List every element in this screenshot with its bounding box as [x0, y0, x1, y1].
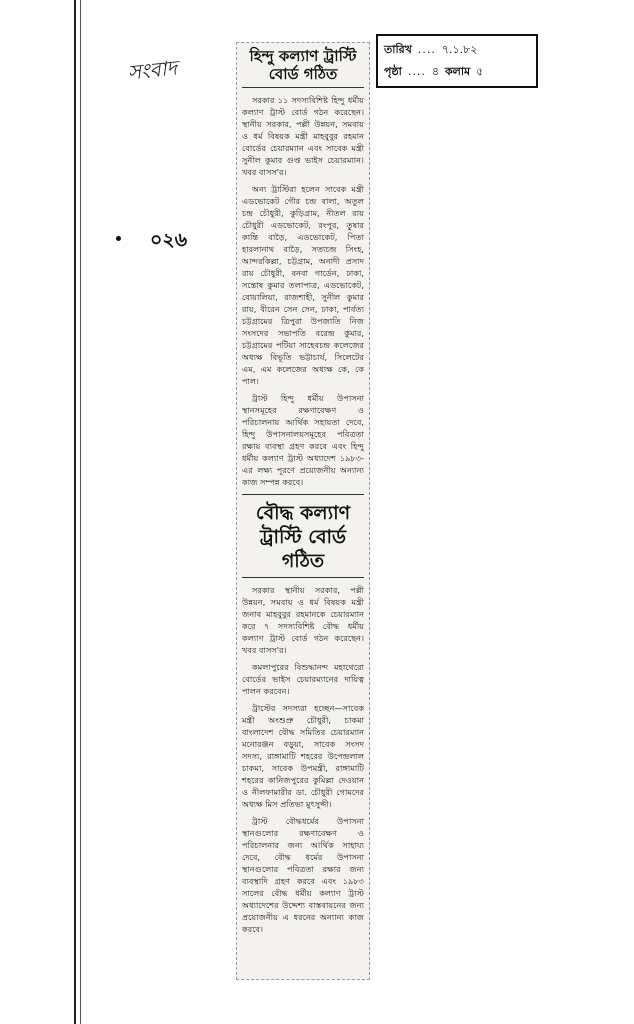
bullet-dot	[116, 236, 121, 241]
article1-paragraph: সরকার ১১ সদস্যবিশিষ্ট হিন্দু ধর্মীয় কল্যাণ ট্রাস্ট বোর্ড গঠন করেছেন। স্থানীয় সরকার, পল্লী উন্নয়ন, সমবায় ও ধর্ম বিষয়ক মন্ত্রী মাহবুবুর রহমান বোর্ডের চেয়ারম্যান এবং সাবেক মন্ত্রী সুনীল কুমার গুপ্ত ভাইস চেয়ারম্যান। খবর বাসস'র।	[242, 95, 364, 177]
article2-paragraph: কমলাপুরের বিশুদ্ধানন্দ মহাথেরো বোর্ডের ভাইস চেয়ারম্যানের দায়িত্ব পালন করবেন।	[242, 662, 364, 696]
margin-rule-inner	[80, 0, 81, 1024]
article1-paragraph: অন্য ট্রাস্টিরা হলেন সাবেক মন্ত্রী এডভোকেট গৌর চন্দ্র বালা, অতুল চন্দ্র চৌধুরী, কুড়িগ্রাম, নীতল রায় চৌধুরী এডভোকেট, রংপুর, তুষার কান্তি বাড়ৈ, এডভোকেট, পিতা হারলানাথ বাড়ৈ, সত্যচন্দ্র সিংহ, আন্দরকিল্লা, চট্টগ্রাম, অনাদী প্রসাদ রায় চৌধুরী, বনবা গার্ডেন, ঢাকা, সন্তোষ কুমার তলাপাত্র, এডভোকেট, বোয়ালিয়া, রাজশাহী, সুনীল কুমার রায়, বীরেন সেন সেন, ঢাকা, পার্বত্য চট্টগ্রামের ত্রিপুরা উপজাতি নিজ সংসদের সভাপতি বরেন্দ্র কুমার, চট্টগ্রামের পটিয়া সাহেবচন্দ্র কলেজের অধ্যক্ষ বিভূতি ভট্টাচার্য, সিলেটের এম, এম কলেজের অধ্যক্ষ কে, কে পাল।	[242, 184, 364, 386]
stamp-column-label: কলাম	[444, 65, 471, 78]
handwritten-margin-note: সংবাদ	[126, 55, 179, 85]
stamp-page-value: ৪	[431, 65, 439, 78]
article2-paragraph: ট্রাস্টের সদস্যরা হচ্ছেন—সাবেক মন্ত্রী অংশুপ্রু চৌধুরী, চাকমা বাংলাদেশ বৌদ্ধ সমিতির চেয়ারম্যান মনোরঞ্জন বড়ুয়া, সাবেক সংসদ সদস্য, রাঙ্গামাটি শহরের উপেন্দ্রলাল চাকমা, সাবেক উপমন্ত্রী, রাঙ্গামাটি শহরের কানিজপুরের কুমিল্লা দেওয়ান ও নীলফামারীর ডা. চৌধুরী গোমদের অধ্যক্ষ মিস প্রতিভা মুৎসুদ্দী।	[242, 703, 364, 809]
article1-headline: হিন্দু কল্যাণ ট্রাস্টি বোর্ড গঠিত	[242, 47, 364, 88]
stamp-date-label: তারিখ	[384, 43, 412, 56]
newspaper-clipping	[236, 42, 370, 980]
stamp-column-value: ৫	[476, 65, 484, 78]
stamp-page-label: পৃষ্ঠা	[384, 65, 402, 78]
stamp-date-row: তারিখ .... ৭.১.৮২	[384, 39, 530, 61]
article2-headline: বৌদ্ধ কল্যাণ ট্রাস্টি বোর্ড গঠিত	[242, 494, 364, 578]
page-number: ০২৬	[150, 229, 188, 251]
date-stamp	[376, 34, 538, 88]
stamp-date-value: ৭.১.৮২	[441, 43, 478, 56]
margin-rule	[74, 0, 76, 1024]
article1-paragraph: ট্রাস্ট হিন্দু ধর্মীয় উপাসনা স্থানসমূহের রক্ষণাবেক্ষণ ও পরিচালনায় আর্থিক সহায়তা দেবে, হিন্দু উপাসনালয়সমূহের পবিত্রতা রক্ষায় ব্যবস্থা গ্রহণ করবে এবং হিন্দু ধর্মীয় কল্যাণ ট্রাস্ট অধ্যাদেশ ১৯৮৩-এর লক্ষ্য পূরণে প্রয়োজনীয় অন্যান্য কাজ সম্পন্ন করবে।	[242, 393, 364, 487]
stamp-page-row: পৃষ্ঠা .... ৪ কলাম ৫	[384, 61, 530, 83]
article2-paragraph: সরকার স্থানীয় সরকার, পল্লী উন্নয়ন, সমবায় ও ধর্ম বিষয়ক মন্ত্রী জনাব মাহবুবুর রহমানকে চেয়ারম্যান করে ৭ সদস্যবিশিষ্ট বৌদ্ধ ধর্মীয় কল্যাণ ট্রাস্ট বোর্ড গঠন করেছেন। খবর বাসস'র।	[242, 585, 364, 655]
article2-paragraph: ট্রাস্ট বৌদ্ধধর্মের উপাসনা স্থানগুলোর রক্ষণাবেক্ষণ ও পরিচালনার জন্য আর্থিক সাহায্য দেবে, বৌদ্ধ ধর্মের উপাসনা স্থানগুলোর পবিত্রতা রক্ষার জন্য ব্যবস্থাদি গ্রহণ করবে এবং ১৯৮৩ সালের বৌদ্ধ ধর্মীয় কল্যাণ ট্রাস্ট অধ্যাদেশের উদ্দেশ্য বাস্তবায়নের জন্য প্রয়োজনীয় এ ধরনের অন্যান্য কাজ করবে।	[242, 816, 364, 934]
